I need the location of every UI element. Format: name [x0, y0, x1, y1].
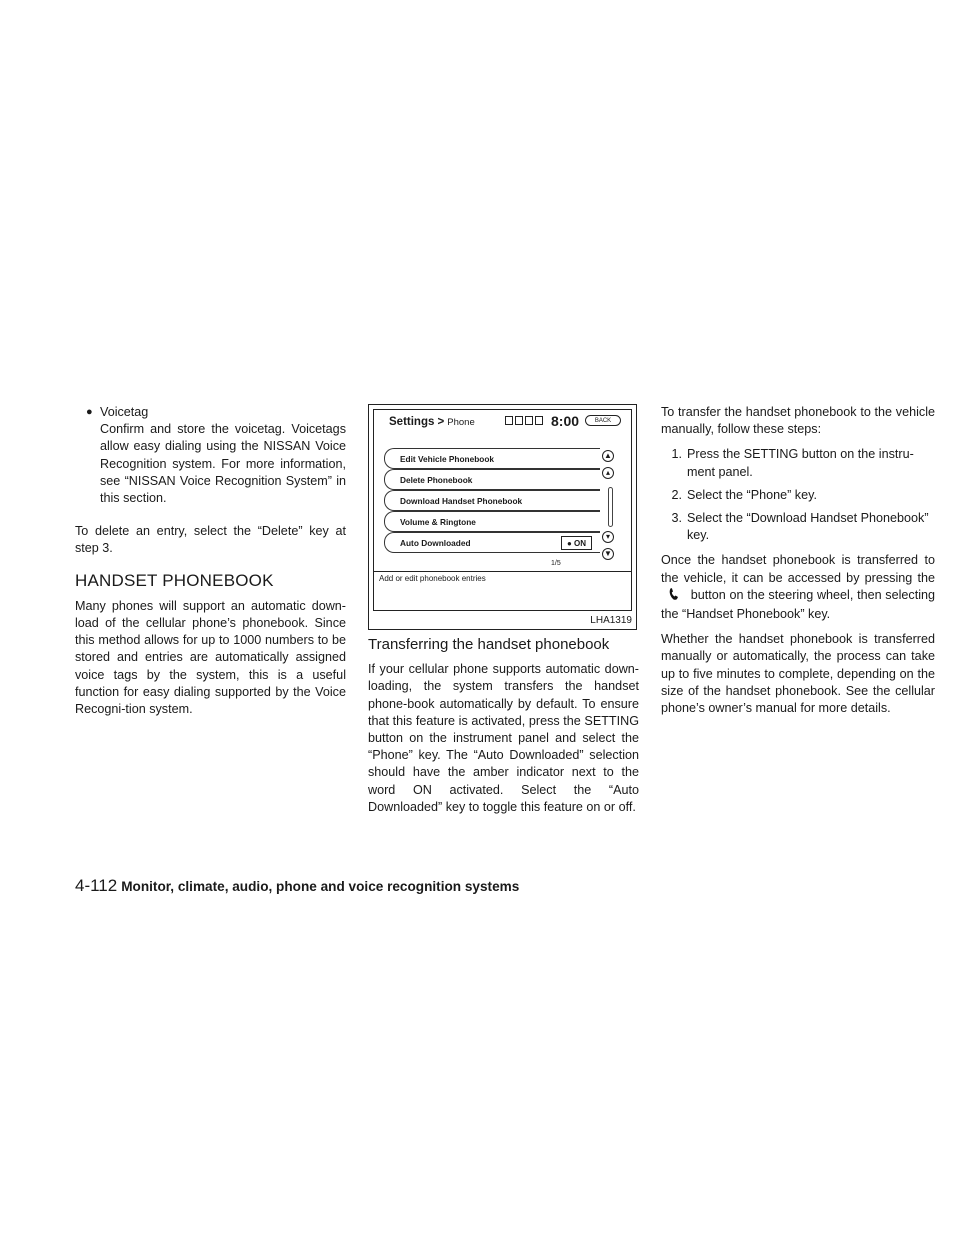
- screen-title: [389, 416, 475, 428]
- bullet-text: Confirm and store the voicetag. Voicetags allow easy dialing using the NISSAN Voice Recognition system. For more information, see “NISSAN Voice Recognition System” in this section.: [100, 422, 346, 506]
- menu-item-auto-downloaded[interactable]: Auto Downloaded ● ON: [384, 532, 600, 553]
- scroll-top-icon[interactable]: ▲: [602, 450, 614, 462]
- menu-item-edit-vehicle-phonebook[interactable]: Edit Vehicle Phonebook: [384, 448, 600, 469]
- delete-entry-text: To delete an entry, select the “Delete” key at step 3.: [75, 524, 346, 556]
- phone-breadcrumb: Phone: [447, 417, 475, 428]
- status-icons: [505, 416, 543, 425]
- bluetooth-icon: [505, 416, 513, 425]
- left-column: [75, 404, 346, 726]
- figure-label: LHA1319: [590, 615, 632, 626]
- page-number: 4-112: [75, 876, 118, 895]
- handset-phonebook-paragraph: Many phones will support an automatic down-load of the cellular phone’s phonebook. Since this method allows for up to 1000 numbers to be stored and entries are automatically assigned voice tags by the system, this is a useful function for easy dialing supported by the Voice Recogni-tion system.: [75, 598, 346, 717]
- clock: 8:00: [551, 413, 580, 429]
- page-indicator: 1/5: [551, 560, 561, 567]
- manual-transfer-intro: To transfer the handset phonebook to the vehicle manually, follow these steps:: [661, 405, 935, 437]
- chapter-title: Monitor, climate, audio, phone and voice recognition systems: [121, 879, 520, 894]
- antenna-icon: [535, 416, 543, 425]
- subsection-heading: Transferring the handset phonebook: [368, 636, 610, 653]
- menu-item-download-handset-phonebook[interactable]: Download Handset Phonebook: [384, 490, 600, 511]
- screen-header: [374, 410, 631, 432]
- settings-title: Settings >: [389, 416, 445, 428]
- voicetag-bullet: [75, 404, 346, 515]
- bullet-body: [100, 404, 346, 515]
- settings-menu: [384, 448, 600, 553]
- bullet-icon: ●: [86, 406, 93, 418]
- battery-icon: [515, 416, 523, 425]
- signal-icon: [525, 416, 533, 425]
- section-heading: HANDSET PHONEBOOK: [75, 570, 274, 590]
- on-indicator: ● ON: [561, 536, 592, 550]
- display-screen: [373, 409, 632, 611]
- list-item: 2. Select the “Phone” key.: [671, 487, 817, 502]
- scroll-down-icon[interactable]: ▾: [602, 531, 614, 543]
- phone-button-icon: [661, 587, 687, 606]
- settings-screen-figure: [368, 404, 637, 630]
- back-button[interactable]: BACK: [585, 415, 621, 426]
- duration-paragraph: Whether the handset phonebook is transferred manually or automatically, the process can take up to five minutes to complete, depending on the size of the handset phonebook. See the cellular phone’s owner’s manual for more details.: [661, 632, 935, 716]
- bullet-title: Voicetag: [100, 405, 149, 419]
- scroll-up-icon[interactable]: ▴: [602, 467, 614, 479]
- auto-download-paragraph: If your cellular phone supports automatic down-loading, the system transfers the handset phone-book automatically by default. To ensure that this feature is activated, press the SETTING button on the instrument panel and select the “Phone” key. The “Auto Downloaded” selection should have the amber indicator next to the word ON activated. Select the “Auto Downloaded” key to toggle this feature on or off.: [368, 662, 639, 814]
- list-item: 3. Select the “Download Handset Phonebook” key.: [671, 511, 929, 543]
- steps-list: [661, 446, 935, 544]
- menu-item-volume-ringtone[interactable]: Volume & Ringtone: [384, 511, 600, 532]
- page-footer: [75, 876, 519, 896]
- screen-status-bar: Add or edit phonebook entries: [374, 571, 631, 587]
- scrollbar[interactable]: [608, 487, 613, 527]
- middle-column: [368, 636, 639, 824]
- access-paragraph: Once the handset phonebook is transferred to the vehicle, it can be accessed by pressing the button on the steering wheel, then selecting the “Handset Phonebook” key.: [661, 553, 936, 622]
- scroll-bottom-icon[interactable]: ▼: [602, 548, 614, 560]
- list-item: 1. Press the SETTING button on the instru-ment panel.: [671, 447, 914, 479]
- menu-item-delete-phonebook[interactable]: Delete Phonebook: [384, 469, 600, 490]
- right-column: [661, 404, 935, 725]
